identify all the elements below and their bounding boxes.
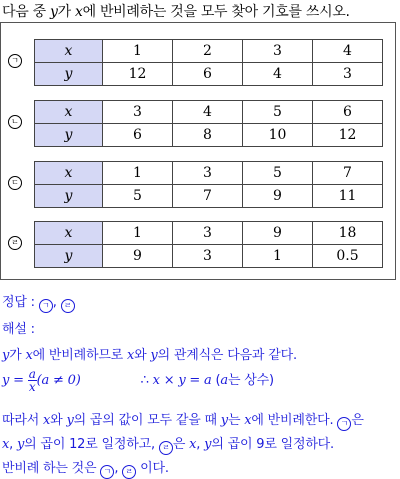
text: 의 곱의 값이 모두 같을 때 (73, 413, 221, 428)
value-table-2 (34, 100, 383, 147)
text: ( (211, 373, 221, 388)
x-cell: 7 (313, 162, 383, 185)
y-cell: 3 (173, 245, 243, 268)
var-a: a (220, 373, 228, 388)
answer-line (2, 291, 75, 311)
explain-line-5 (2, 457, 169, 477)
value-table-1 (34, 39, 383, 86)
y-cell: 7 (173, 185, 243, 208)
x-cell: 2 (173, 40, 243, 63)
header-y: y (35, 63, 103, 86)
header-y: y (35, 185, 103, 208)
circled-marker-2: ㄴ (8, 115, 22, 129)
text: 의 곱이 9로 일정하다. (211, 437, 334, 452)
x-cell: 1 (103, 162, 173, 185)
x-cell: 3 (243, 40, 313, 63)
formula-product: x × y = a (152, 373, 212, 388)
table-row-y (35, 185, 383, 208)
text: 가 (9, 348, 26, 363)
table-row-x (35, 162, 383, 185)
var-y: y (220, 413, 228, 428)
circled-marker-1: ㄱ (8, 54, 22, 68)
var-y: y (17, 437, 25, 452)
text: , (114, 461, 123, 476)
formula-condition: (a ≠ 0) (36, 373, 81, 388)
question-text (2, 1, 350, 21)
case-1 (1, 39, 397, 87)
x-cell: 4 (173, 101, 243, 124)
answer-label: 정답 : (2, 295, 39, 310)
fraction-numerator: a (28, 367, 36, 381)
circled-marker: ㄱ (100, 465, 114, 479)
x-cell: 4 (313, 40, 383, 63)
text: , (196, 437, 205, 452)
y-cell: 12 (103, 63, 173, 86)
x-cell: 6 (313, 101, 383, 124)
y-cell: 0.5 (313, 245, 383, 268)
explain-line-1 (2, 344, 297, 363)
therefore-symbol: ∴ (140, 373, 153, 388)
text: 반비례 하는 것은 (2, 461, 101, 476)
x-cell: 5 (243, 101, 313, 124)
case-4 (1, 221, 397, 269)
x-cell: 3 (103, 101, 173, 124)
var-y: y (150, 348, 158, 363)
var-x: x (74, 4, 83, 20)
var-x: x (244, 413, 252, 428)
text: 의 곱이 12로 일정하고, (24, 437, 159, 452)
x-cell: 9 (243, 222, 313, 245)
y-cell: 8 (173, 124, 243, 147)
var-x: x (189, 437, 197, 452)
text: 는 상수) (227, 373, 274, 388)
table-row-x (35, 101, 383, 124)
var-y: y (2, 348, 10, 363)
formula-lhs: y = (2, 373, 28, 388)
text: 은 (351, 413, 364, 428)
circled-marker-4: ㄹ (8, 236, 22, 250)
text: , (9, 437, 18, 452)
y-cell: 4 (243, 63, 313, 86)
case-3 (1, 161, 397, 209)
x-cell: 1 (103, 222, 173, 245)
x-cell: 3 (173, 162, 243, 185)
var-x: x (25, 348, 33, 363)
explain-line-3 (2, 409, 364, 429)
y-cell: 11 (313, 185, 383, 208)
answer-marker-1: ㄱ (39, 299, 53, 313)
fraction-denominator: x (28, 380, 36, 394)
text: 에 반비례한다. (251, 413, 338, 428)
header-y: y (35, 245, 103, 268)
header-x: x (35, 101, 103, 124)
y-cell: 10 (243, 124, 313, 147)
y-cell: 9 (243, 185, 313, 208)
text: 에 반비례하므로 (32, 348, 127, 363)
explain-line-4 (2, 433, 334, 453)
value-table-3 (34, 161, 383, 208)
x-cell: 1 (103, 40, 173, 63)
question-part2: 가 (57, 4, 75, 20)
y-cell: 5 (103, 185, 173, 208)
text: 은 (172, 437, 190, 452)
var-y: y (204, 437, 212, 452)
value-table-4 (34, 221, 383, 268)
explain-label: 해설 : (2, 322, 35, 337)
y-cell: 1 (243, 245, 313, 268)
text: 와 (134, 348, 151, 363)
table-row-x (35, 222, 383, 245)
x-cell: 5 (243, 162, 313, 185)
y-cell: 6 (103, 124, 173, 147)
question-part1: 다음 중 (2, 4, 50, 20)
text: 와 (50, 413, 67, 428)
question-part3: 에 반비례하는 것을 모두 찾아 기호를 쓰시오. (82, 4, 350, 20)
circled-marker: ㄱ (337, 417, 351, 431)
header-x: x (35, 222, 103, 245)
var-x: x (126, 348, 135, 363)
circled-marker-3: ㄷ (8, 176, 22, 190)
table-row-y (35, 245, 383, 268)
x-cell: 3 (173, 222, 243, 245)
formula-line (2, 368, 274, 393)
case-2 (1, 100, 397, 148)
var-x: x (2, 437, 10, 452)
x-cell: 18 (313, 222, 383, 245)
table-row-y (35, 63, 383, 86)
header-y: y (35, 124, 103, 147)
y-cell: 12 (313, 124, 383, 147)
answer-sep: , (52, 295, 61, 310)
text: 는 (227, 413, 245, 428)
var-x: x (43, 413, 51, 428)
answer-marker-2: ㄹ (61, 299, 75, 313)
text: 의 관계식은 다음과 같다. (157, 348, 297, 363)
circled-marker: ㄹ (159, 441, 173, 455)
text: 따라서 (2, 413, 44, 428)
y-cell: 9 (103, 245, 173, 268)
y-cell: 6 (173, 63, 243, 86)
table-row-y (35, 124, 383, 147)
table-row-x (35, 40, 383, 63)
fraction (28, 368, 37, 393)
text: 이다. (136, 461, 169, 476)
header-x: x (35, 162, 103, 185)
header-x: x (35, 40, 103, 63)
y-cell: 3 (313, 63, 383, 86)
cases-frame (0, 22, 396, 280)
var-y: y (49, 4, 58, 20)
circled-marker: ㄹ (122, 465, 136, 479)
var-y: y (66, 413, 74, 428)
